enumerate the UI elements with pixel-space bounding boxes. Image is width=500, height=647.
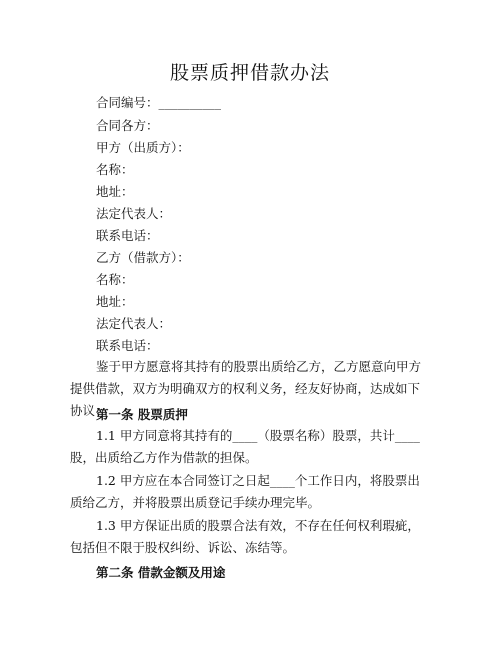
- preamble-paragraph: 鉴于甲方愿意将其持有的股票出质给乙方，乙方愿意向甲方提供借款，双方为明确双方的权利义务，经友好协商，达成如下协议：: [70, 359, 422, 418]
- parties-label: 合同各方：: [96, 118, 159, 133]
- article-2-heading: 第二条 借款金额及用途: [96, 565, 226, 580]
- clause-1-3: 1.3 甲方保证出质的股票合法有效，不存在任何权利瑕疵，包括但不限于股权纠纷、诉讼、冻结等。: [70, 518, 420, 555]
- party-a-name-field: 名称：: [96, 162, 134, 177]
- clause-1-2: 1.2 甲方应在本合同签订之日起____个工作日内，将股票出质给乙方，并将股票出质登记手续办理完毕。: [70, 473, 420, 510]
- party-a-address-field: 地址：: [96, 184, 134, 199]
- article-1-heading: 第一条 股票质押: [96, 407, 188, 422]
- party-a-legal-rep-field: 法定代表人：: [96, 206, 172, 221]
- document-title: 股票质押借款办法: [169, 62, 330, 84]
- party-b-phone-field: 联系电话：: [96, 338, 159, 353]
- party-b-name-field: 名称：: [96, 272, 134, 287]
- party-b-address-field: 地址：: [96, 294, 134, 309]
- party-a-label: 甲方（出质方）：: [96, 140, 190, 155]
- party-a-phone-field: 联系电话：: [96, 228, 159, 243]
- party-b-label: 乙方（借款方）：: [96, 250, 190, 265]
- contract-number-field: 合同编号：__________: [96, 95, 222, 110]
- clause-1-1: 1.1 甲方同意将其持有的____（股票名称）股票，共计____股，出质给乙方作为借款的担保。: [70, 428, 420, 465]
- party-b-legal-rep-field: 法定代表人：: [96, 316, 172, 331]
